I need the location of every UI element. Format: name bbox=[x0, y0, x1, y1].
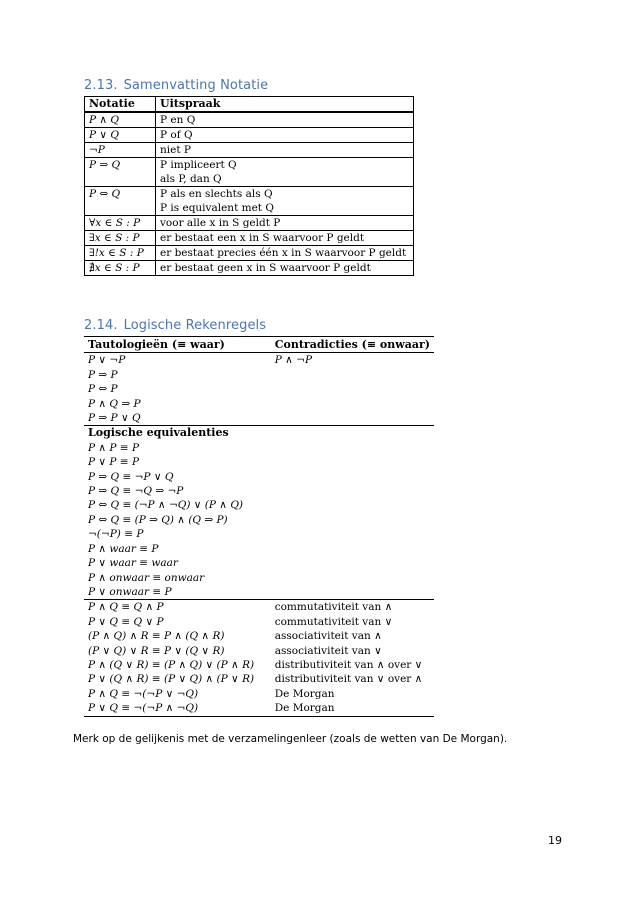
table-row bbox=[84, 441, 434, 455]
empty-cell bbox=[271, 455, 434, 469]
notation-cell: ∀x ∈ S : P bbox=[85, 216, 156, 231]
table-row bbox=[84, 411, 434, 426]
table-row bbox=[84, 687, 434, 701]
table-row bbox=[85, 261, 414, 276]
notation-cell: ∄x ∈ S : P bbox=[85, 261, 156, 276]
notation-table bbox=[84, 96, 414, 276]
equivalence-formula: P ⇒ Q ≡ ¬P ∨ Q bbox=[88, 470, 174, 483]
section-title: Logische Rekenregels bbox=[123, 318, 267, 333]
equivalence-formula: P ∧ waar ≡ P bbox=[88, 542, 159, 555]
equivalence-formula: P ∨ P ≡ P bbox=[88, 456, 140, 469]
footnote-text: Merk op de gelijkenis met de verzamelingenleer (zoals de wetten van De Morgan). bbox=[73, 733, 508, 745]
table-row bbox=[85, 246, 414, 261]
header-notatie: Notatie bbox=[85, 97, 156, 113]
notation-cell: P ∧ Q bbox=[85, 112, 156, 128]
equivalence-formula: P ⇔ Q ≡ (P ⇒ Q) ∧ (Q ⇒ P) bbox=[88, 513, 228, 526]
notation-cell: P ∨ Q bbox=[85, 128, 156, 143]
notation-cell: ∃!x ∈ S : P bbox=[85, 246, 156, 261]
table-row bbox=[84, 571, 434, 585]
rule-name: commutativiteit van ∨ bbox=[274, 615, 393, 628]
empty-cell bbox=[271, 484, 434, 498]
contradiction-formula bbox=[271, 411, 434, 426]
contradiction-formula bbox=[271, 397, 434, 411]
rules-table-body bbox=[84, 337, 434, 717]
table-row bbox=[84, 353, 434, 368]
table-row bbox=[84, 337, 434, 353]
reading-cell bbox=[156, 231, 414, 246]
empty-cell bbox=[271, 556, 434, 570]
table-row bbox=[84, 513, 434, 527]
reading-line: er bestaat precies één x in S waarvoor P geldt bbox=[160, 247, 407, 259]
section-number: 2.13. bbox=[84, 78, 118, 93]
reading-cell bbox=[156, 112, 414, 128]
reading-cell bbox=[156, 261, 414, 276]
rule-formula: P ∧ (Q ∨ R) ≡ (P ∧ Q) ∨ (P ∧ R) bbox=[88, 658, 255, 671]
reading-line: P is equivalent met Q bbox=[160, 202, 274, 214]
header-uitspraak: Uitspraak bbox=[156, 97, 414, 113]
table-row bbox=[85, 143, 414, 158]
empty-cell bbox=[271, 513, 434, 527]
table-row bbox=[84, 426, 434, 441]
rule-name: distributiviteit van ∨ over ∧ bbox=[274, 673, 423, 686]
contradiction-formula: P ∧ ¬P bbox=[274, 354, 313, 367]
empty-cell bbox=[271, 542, 434, 556]
reading-line: niet P bbox=[160, 144, 191, 156]
reading-line: P impliceert Q bbox=[160, 159, 237, 171]
rules-table bbox=[84, 336, 434, 717]
contradiction-formula bbox=[271, 382, 434, 396]
reading-line: voor alle x in S geldt P bbox=[160, 217, 281, 229]
reading-line: P als en slechts als Q bbox=[160, 188, 273, 200]
notation-cell: P ⇒ Q bbox=[85, 158, 156, 187]
notation-cell: P ⇔ Q bbox=[85, 187, 156, 216]
table-row bbox=[85, 187, 414, 216]
table-row bbox=[85, 128, 414, 143]
table-row bbox=[84, 658, 434, 672]
equivalence-formula: P ∧ onwaar ≡ onwaar bbox=[88, 571, 205, 584]
table-row bbox=[84, 397, 434, 411]
rule-formula: P ∨ Q ≡ ¬(¬P ∧ ¬Q) bbox=[84, 701, 271, 716]
rule-formula: P ∧ Q ≡ Q ∧ P bbox=[84, 600, 271, 615]
table-row bbox=[84, 542, 434, 556]
equivalence-formula: P ∨ waar ≡ waar bbox=[88, 557, 178, 570]
rule-formula: P ∨ (Q ∧ R) ≡ (P ∨ Q) ∧ (P ∨ R) bbox=[88, 673, 255, 686]
notation-table-body bbox=[85, 112, 414, 276]
contradiction-formula bbox=[271, 368, 434, 382]
empty-cell bbox=[271, 585, 434, 600]
table-row bbox=[84, 556, 434, 570]
equivalence-formula: P ⇒ Q ≡ ¬Q ⇒ ¬P bbox=[88, 485, 184, 498]
table-row bbox=[84, 629, 434, 643]
equivalence-formula: ¬(¬P) ≡ P bbox=[88, 528, 144, 541]
tautology-formula: P ∨ ¬P bbox=[88, 354, 126, 367]
reading-line: er bestaat een x in S waarvoor P geldt bbox=[160, 232, 365, 244]
tautology-formula: P ∧ Q ⇒ P bbox=[88, 397, 141, 410]
table-row bbox=[84, 527, 434, 541]
reading-cell bbox=[156, 246, 414, 261]
table-row bbox=[84, 470, 434, 484]
reading-cell bbox=[156, 187, 414, 216]
empty-cell bbox=[271, 498, 434, 512]
table-row bbox=[84, 368, 434, 382]
tautology-formula: P ⇒ P bbox=[88, 368, 118, 381]
reading-line: als P, dan Q bbox=[160, 173, 222, 185]
tautology-formula: P ⇒ P ∨ Q bbox=[88, 412, 141, 425]
table-row bbox=[84, 498, 434, 512]
equivalence-formula: P ⇔ Q ≡ (¬P ∧ ¬Q) ∨ (P ∧ Q) bbox=[88, 499, 244, 512]
table-row bbox=[84, 484, 434, 498]
table-row bbox=[85, 112, 414, 128]
rule-formula: (P ∨ Q) ∨ R ≡ P ∨ (Q ∨ R) bbox=[88, 644, 225, 657]
rule-name: commutativiteit van ∧ bbox=[271, 600, 434, 615]
table-row bbox=[84, 382, 434, 396]
rule-formula: P ∨ Q ≡ Q ∨ P bbox=[88, 615, 164, 628]
equivalence-formula: P ∨ onwaar ≡ P bbox=[88, 585, 172, 598]
section-heading-notatie bbox=[84, 78, 268, 93]
reading-cell bbox=[156, 143, 414, 158]
reading-cell bbox=[156, 128, 414, 143]
table-row bbox=[84, 615, 434, 629]
table-row bbox=[85, 216, 414, 231]
reading-line: P en Q bbox=[160, 114, 196, 126]
page-number: 19 bbox=[548, 834, 562, 847]
reading-cell bbox=[156, 158, 414, 187]
table-row bbox=[84, 455, 434, 469]
header-contradictions: Contradicties (≡ onwaar) bbox=[271, 337, 434, 353]
table-row bbox=[84, 672, 434, 686]
rule-name: De Morgan bbox=[274, 687, 335, 700]
reading-line: P of Q bbox=[160, 129, 193, 141]
section-heading-rekenregels bbox=[84, 318, 266, 333]
tautology-formula: P ⇔ P bbox=[88, 383, 118, 396]
equivalence-formula: P ∧ P ≡ P bbox=[88, 441, 140, 454]
empty-cell bbox=[271, 441, 434, 455]
table-row bbox=[84, 644, 434, 658]
empty-cell bbox=[271, 527, 434, 541]
empty-cell bbox=[271, 571, 434, 585]
rule-name: De Morgan bbox=[271, 701, 434, 716]
table-header-row bbox=[85, 97, 414, 113]
rule-name: associativiteit van ∨ bbox=[274, 644, 382, 657]
section-title: Samenvatting Notatie bbox=[123, 78, 269, 93]
table-row bbox=[85, 231, 414, 246]
notation-cell: ∃x ∈ S : P bbox=[85, 231, 156, 246]
notation-cell: ¬P bbox=[85, 143, 156, 158]
header-tautologies: Tautologieën (≡ waar) bbox=[84, 337, 271, 353]
rule-name: distributiviteit van ∧ over ∨ bbox=[274, 658, 423, 671]
table-row bbox=[84, 585, 434, 600]
reading-line: er bestaat geen x in S waarvoor P geldt bbox=[160, 262, 371, 274]
equivalences-header: Logische equivalenties bbox=[84, 426, 271, 441]
rule-formula: P ∧ Q ≡ ¬(¬P ∨ ¬Q) bbox=[88, 687, 199, 700]
empty-cell bbox=[271, 426, 434, 441]
rule-formula: (P ∧ Q) ∧ R ≡ P ∧ (Q ∧ R) bbox=[88, 630, 225, 643]
section-number: 2.14. bbox=[84, 318, 118, 333]
table-row bbox=[84, 701, 434, 716]
table-row bbox=[85, 158, 414, 187]
table-row bbox=[84, 600, 434, 615]
reading-cell bbox=[156, 216, 414, 231]
empty-cell bbox=[271, 470, 434, 484]
rule-name: associativiteit van ∧ bbox=[274, 630, 382, 643]
